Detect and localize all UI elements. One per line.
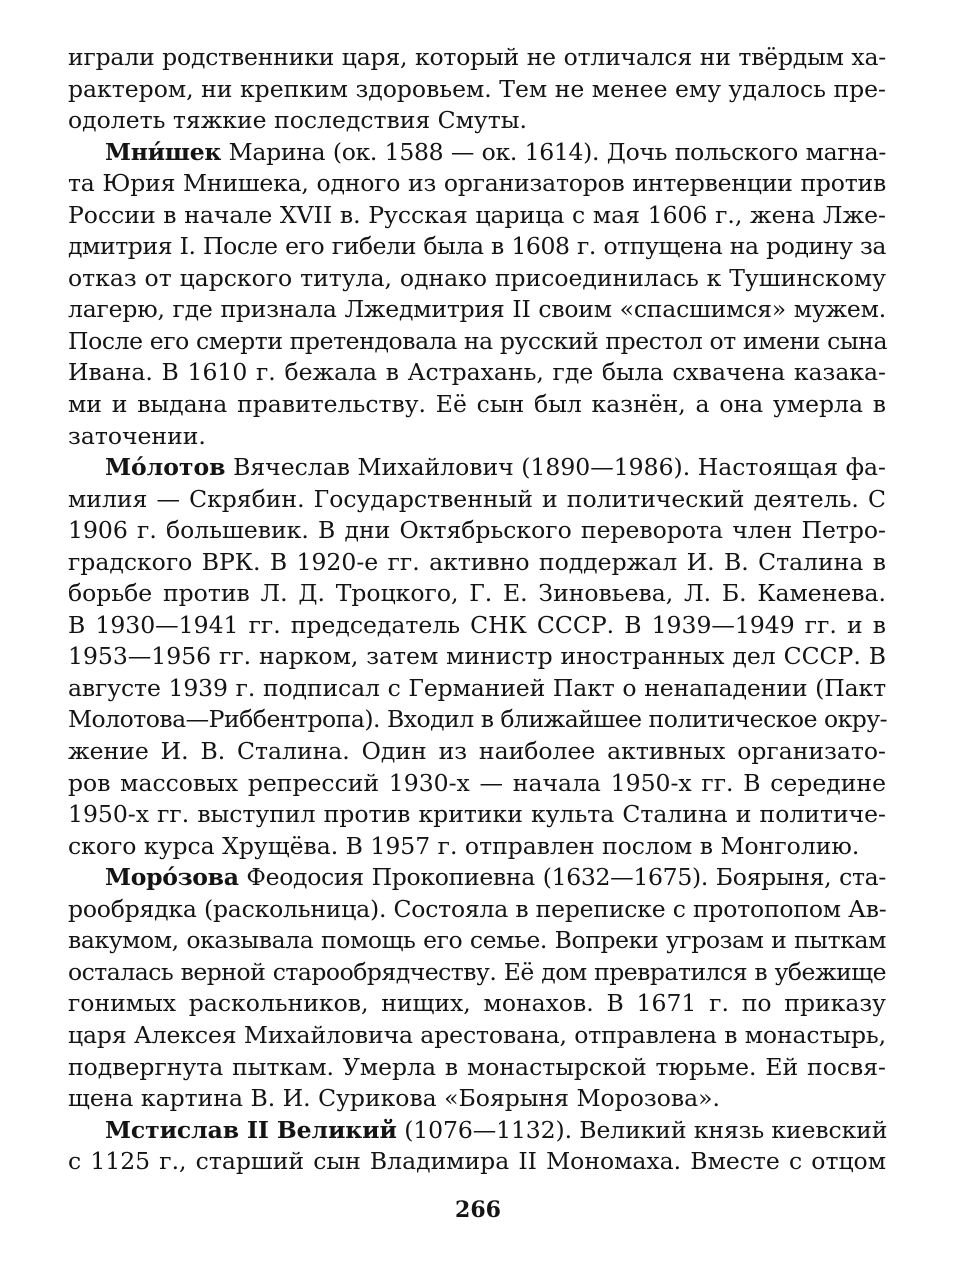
- text-line: царя Алексея Михайловича арестована, отправлена в монастырь,: [68, 1020, 886, 1049]
- entry-first-text: (1076—1132). Великий князь киевский: [404, 1115, 888, 1144]
- text-line: 1906 г. большевик. В дни Октябрьского переворота член Петро-: [68, 516, 886, 545]
- text-line: лагерю, где признала Лжедмитрия II своим «спасшимся» мужем.: [68, 295, 886, 324]
- entry-term: Мни́шек: [105, 137, 222, 166]
- text-line: рообрядка (раскольница). Состояла в переписке с протопопом Ав-: [68, 894, 887, 923]
- text-line: дмитрия I. После его гибели была в 1608 г. отпущена на родину за: [68, 232, 886, 261]
- page-text: [68, 42, 886, 1178]
- text-line: заточении.: [68, 421, 206, 450]
- text-line: Ивана. В 1610 г. бежала в Астрахань, где была схвачена казака-: [68, 358, 886, 387]
- text-line: осталась верной старообрядчеству. Её дом превратился в убежище: [68, 957, 886, 986]
- entry-first-line: [68, 862, 886, 894]
- intro-paragraph: [68, 42, 886, 137]
- entry-mstislav: [68, 1115, 886, 1178]
- text-line: жение И. В. Сталина. Один из наиболее активных организато-: [68, 737, 886, 766]
- text-line: вакумом, оказывала помощь его семье. Вопреки угрозам и пыткам: [68, 926, 886, 955]
- text-line: отказ от царского титула, однако присоединилась к Тушинскому: [68, 263, 886, 292]
- text-line: подвергнута пыткам. Умерла в монастырской тюрьме. Ей посвя-: [68, 1052, 886, 1081]
- entry-mnishek: [68, 137, 886, 452]
- text-line: После его смерти претендовала на русский престол от имени сына: [68, 326, 888, 355]
- entry-term: Мстислав II Великий: [105, 1115, 397, 1144]
- text-line: щена картина В. И. Сурикова «Боярыня Морозова».: [68, 1084, 720, 1113]
- entry-first-text: Вячеслав Михайлович (1890—1986). Настоящая фа-: [233, 453, 886, 482]
- text-line: борьбе против Л. Д. Троцкого, Г. Е. Зиновьева, Л. Б. Каменева.: [68, 579, 886, 608]
- entry-first-text: Марина (ок. 1588 — ок. 1614). Дочь польского магна-: [228, 137, 887, 166]
- text-line: ми и выдана правительству. Её сын был казнён, а она умерла в: [68, 390, 886, 419]
- entry-term: Мо́лотов: [105, 453, 226, 482]
- entry-morozova: [68, 862, 886, 1114]
- text-line: милия — Скрябин. Государственный и политический деятель. С: [68, 484, 886, 513]
- entry-first-line: [68, 137, 886, 169]
- text-line: градского ВРК. В 1920-е гг. активно поддержал И. В. Сталина в: [68, 547, 886, 576]
- text-line: та Юрия Мнишека, одного из организаторов интервенции против: [68, 169, 886, 198]
- text-line: России в начале XVII в. Русская царица с мая 1606 г., жена Лже-: [68, 200, 886, 229]
- text-line: августе 1939 г. подписал с Германией Пакт о ненападении (Пакт: [68, 673, 886, 702]
- entry-first-line: [68, 1115, 886, 1147]
- text-line: 1953—1956 гг. нарком, затем министр иностранных дел СССР. В: [68, 642, 886, 671]
- entry-term: Моро́зова: [105, 863, 239, 892]
- text-line: ского курса Хрущёва. В 1957 г. отправлен послом в Монголию.: [68, 831, 860, 860]
- entry-molotov: [68, 452, 886, 862]
- text-line: В 1930—1941 гг. председатель СНК СССР. В 1939—1949 гг. и в: [68, 610, 886, 639]
- text-line: играли родственники царя, который не отличался ни твёрдым ха-: [68, 43, 886, 71]
- text-line: рактером, ни крепким здоровьем. Тем не менее ему удалось пре-: [68, 74, 886, 103]
- entry-first-line: [68, 452, 886, 484]
- text-line: гонимых раскольников, нищих, монахов. В 1671 г. по приказу: [68, 989, 886, 1018]
- entry-first-text: Феодосия Прокопиевна (1632—1675). Боярыня, ста-: [246, 863, 886, 892]
- text-line: Молотова—Риббентропа). Входил в ближайшее политическое окру-: [68, 705, 888, 734]
- text-line: 1950-х гг. выступил против критики культа Сталина и политиче-: [68, 800, 886, 829]
- text-line: с 1125 г., старший сын Владимира II Мономаха. Вместе с отцом: [68, 1147, 886, 1176]
- text-line: одолеть тяжкие последствия Смуты.: [68, 106, 527, 135]
- text-line: ров массовых репрессий 1930-х — начала 1950-х гг. В середине: [68, 768, 886, 797]
- page-number: 266: [455, 1197, 501, 1223]
